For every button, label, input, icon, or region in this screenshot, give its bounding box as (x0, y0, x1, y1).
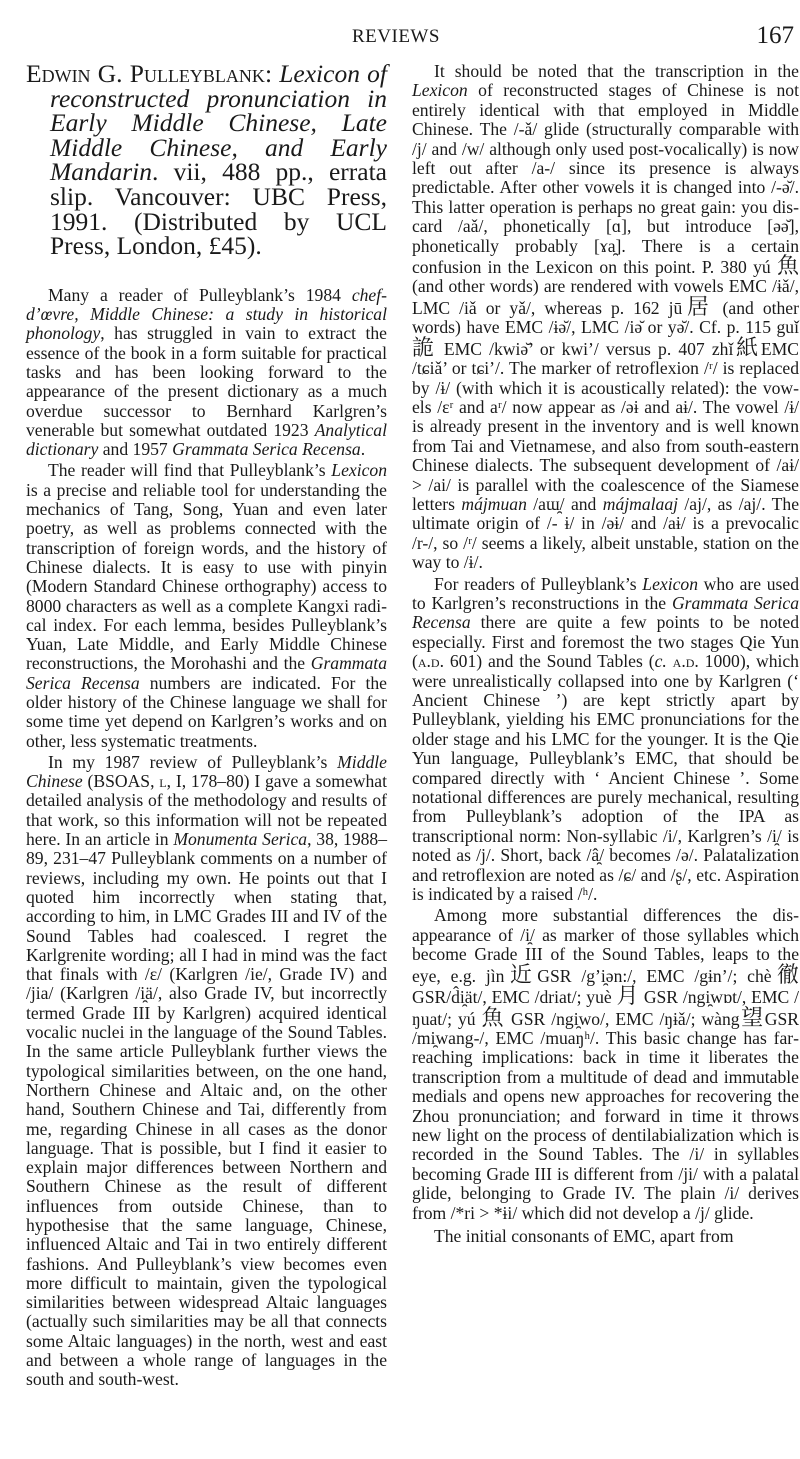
text: 601) and the Sound Tables ( (444, 651, 655, 672)
italic-text: Lexicon (412, 80, 468, 101)
italic-text: májmalaaj (602, 493, 679, 514)
text: , 38, 1988–89, 231–47 Pulleyblank comments on a number of reviews, including my own. He points out that I quoted him incorrectly when stating that, according to him, in LMC Grades III and IV of the Sound Tables had coalesced. I regret the Karlgrenite wording; all I had in mind was the fact that finals with /ɛ/ (Karlgren /ie/, Grade IV) and /jia/ (Karlgren /i̯ä/, also Grade IV, but incorrectly termed Grade III by Karlgren) acquired identical vocalic nuclei in the language of the Sound Tables. In the same article Pulleyblank further views the typological similarities between, on the one hand, Northern Chinese and Altaic and, on the other hand, Southern Chinese and Tai, differently from me, regarding Chinese in all cases as the donor language. That is possible, but I find it easier to explain major differences between Northern and Southern Chinese as the result of different influences from outside Chinese, than to hypothesise that the same language, Chinese, influenced Altaic and Tai in two entirely different fashions. And Pulleyblank’s view becomes even more difficult to maintain, given the typological similarities between widespread Altaic languages (actually such similarities may be all that connects some Altaic languages) in the north, west and east and between a whole range of languages in the south and south-west. (26, 829, 387, 1390)
review-title-block (26, 59, 387, 261)
text: , has struggled in vain to extract the essence of the book in a form suitable for practical tasks and has been looking forward to the appearance of the present dictionary as a much overdue successor to Bernhard Karlgren’s venerable but somewhat outdated 1923 (26, 323, 387, 440)
text: numbers are indicated. For the older history of the Chinese language we shall for some time yet depend on Karlgren’s works and on other, less systematic treatments. (26, 672, 387, 751)
chinese-character: 詭 (412, 334, 437, 360)
text: The reader will find that Pulleyblank’s (48, 460, 332, 481)
paragraph (26, 753, 387, 1390)
italic-text: Grammata Serica Recensa (26, 653, 387, 693)
text: /aj/, as /aj/. The ultimate origin of /- ɨ/ in /əɨ/ and /aɨ/ is a prevocalic /r-/, so /ʳ/ seems a likely, albeit unstable, station on the way to /ɨ/. (412, 493, 800, 573)
chinese-character: 魚 (481, 1004, 506, 1030)
small-caps-text: l (159, 771, 167, 792)
text: there are quite a few points to be noted especially. First and foremost the two stages Qie Yun ( (412, 612, 799, 672)
text: GSR /ngi̯wɒt/, EMC /ŋuat/; yú (412, 987, 799, 1029)
review-author-first: Edwin G. (26, 59, 130, 88)
chinese-character: 紙 (733, 334, 761, 360)
right-column (412, 62, 799, 1246)
text: is a precise and reliable tool for understanding the mechanics of Tang, Song, Yuan and even later poetry, as well as problems connected with the transcription of foreign words, and the history of Chinese dialects. It is easy to use with pinyin (Modern Standard Chinese orthography) access to 8000 characters as well as a complete Kangxi radical index. For each lemma, besides Pulleyblank’s Yuan, Late Middle, and Early Middle Chinese reconstructions, the Morohashi and the (26, 479, 387, 674)
text: 1000), which were unrealistically collapsed into one by Karlgren (‘ Ancient Chinese ’) are kept strictly apart by Pulleyblank, yielding his EMC pronunciations for the older stage and his LMC for the younger. It is the Qie Yun language, Pulleyblank’s EMC, that should be compared directly with ‘ Ancient Chinese ’. Some notational differences are purely mechanical, resulting from Pulleyblank’s adoption of the IPA as transcriptional norm: Non-syllabic /i/, Karlgren’s /i̯/ is noted as /j/. Short, back /â̯/ becomes /ə/. Palatalization and retroflexion are noted as /ɕ/ and /ʂ/, etc. Aspiration is indicated by a raised /ʰ/. (412, 651, 799, 905)
review-author-last: Pulleyblank (129, 59, 265, 88)
book-title: Lexicon of reconstructed pronunciation in Early Middle Chinese, Late Middle Chinese, and Early Mandarin (50, 59, 387, 187)
italic-text: Monumenta Serica (173, 829, 308, 850)
text: It should be noted that the transcription in the (434, 61, 799, 81)
chinese-character: 魚 (776, 253, 799, 279)
text: (and other words) are rendered with vowels EMC /ɨǎ/, LMC /iǎ or yǎ/, whereas p. 162 jū (412, 276, 799, 318)
text: (BSOAS, (82, 771, 160, 792)
text: . (360, 439, 366, 460)
italic-text: Grammata Serica Recensa (412, 592, 799, 633)
text: Many a reader of Pulleyblank’s 1984 (48, 284, 352, 305)
paragraph (26, 286, 387, 460)
chinese-character: 居 (682, 293, 714, 319)
text: who are used to Karlgren’s reconstructions in the (412, 573, 799, 613)
chinese-character: 徹 (771, 961, 799, 987)
chinese-character: 望 (739, 1004, 765, 1030)
italic-text: chef-d’œvre, Middle Chinese: a study in historical phonology (26, 284, 387, 344)
running-head (0, 22, 800, 50)
text: EMC /kwiə̆’ or kwi’/ versus p. 407 zhǐ (436, 338, 734, 359)
small-caps-text: a.d. (417, 651, 444, 672)
italic-text: Lexicon (642, 573, 698, 594)
paragraph (412, 575, 799, 905)
page-number: 167 (756, 22, 794, 49)
paragraph (412, 1227, 799, 1246)
text: GSR /mi̯wang-/, EMC /muaŋʰ/. This basic change has farreaching implications: back in time it liberates the transcription from a multitude of dead and immutable medials and opens new approaches for recovering the Zhou pronunciation; and forward in time it throws new light on the process of dentilabialization which is recorded in the Sound Tables. The /i/ in syllables becoming Grade III is different from /ji/ with a palatal glide, belonging to Grade IV. The plain /i/ derives from /*ri > *ɨi/ which did not develop a /j/ glide. (412, 1008, 799, 1223)
italic-text: Grammata Serica Recensa (172, 439, 361, 460)
text: GSR /ngi̯wo/, EMC /ŋɨǎ/; wàng (505, 1008, 740, 1029)
text: Among more substantial differences the disappearance of /i̯/ as marker of those syllables which become Grade III of the Sound Tables, leaps to the eye, e.g. jìn (412, 905, 799, 986)
chinese-character: 月 (616, 983, 639, 1009)
text: , I, 178–80) I gave a somewhat detailed analysis of the methodology and results of that work, so this information will not be repeated here. In an article in (26, 771, 387, 850)
text: EMC /tɕiǎ’ or tɕi’/. The marker of retroflexion /ʳ/ is replaced by /ɨ/ (with which it is acoustically related): the vowels /ɛʳ and aʳ/ now appear as /əɨ and aɨ/. The vowel /ɨ/ is already present in the inventory and is well known from Tai and Vietnamese, and also from south-eastern Chinese dialects. The subsequent development of /aɨ/ > /ai/ is parallel with the coalescence of the Siamese letters (412, 338, 799, 514)
italic-text: Analytical dictionary (26, 419, 387, 460)
book-details: . vii, 488 pp., errata slip. Vancouver: UBC Press, 1991. (Distributed by UCL Press, London, £45). (50, 157, 387, 261)
italic-text: Lexicon (331, 460, 387, 481)
text: The initial consonants of EMC, apart from (434, 1225, 734, 1246)
text: /aɯ̯/ and (526, 493, 603, 514)
paragraph (26, 461, 387, 750)
italic-text: májmuan (461, 493, 527, 514)
italic-text: c. (654, 651, 667, 672)
title-colon: : (264, 59, 280, 88)
small-caps-text: a.d. (672, 651, 699, 672)
italic-text: Middle Chinese (26, 751, 387, 792)
text: In my 1987 review of Pulleyblank’s (48, 751, 338, 772)
left-column (26, 59, 387, 1390)
paragraph (412, 62, 799, 573)
text: (and other words) have EMC /ɨə̆/, LMC /iə̆ or yə̆/. Cf. p. 115 guǐ (412, 297, 799, 338)
running-title: REVIEWS (352, 26, 440, 47)
text: of reconstructed stages of Chinese is not entirely identical with that employed in Middle Chinese. The /-ǎ/ glide (structurally comparable with /j/ and /w/ although only used post-vocalically) is now left out after /a-/ since its presence is always predictable. After other vowels it is changed into /-ə̆/. This latter operation is perhaps no great gain: you discard /aǎ/, phonetically [ɑ], but introduce [əə̆], phonetically probably [ɤa̯]. There is a certain confusion in the Lexicon on this point. P. 380 yú (412, 80, 799, 278)
text: GSR /g’i̯ən:/, EMC /gɨn’/; chè (537, 965, 772, 986)
text: and 1957 (98, 439, 173, 460)
text: GSR/d̂i̯ät/, EMC /driat/; yuè (412, 987, 617, 1008)
chinese-character: 近 (504, 961, 538, 987)
text: For readers of Pulleyblank’s (434, 573, 643, 594)
paragraph (412, 906, 799, 1223)
